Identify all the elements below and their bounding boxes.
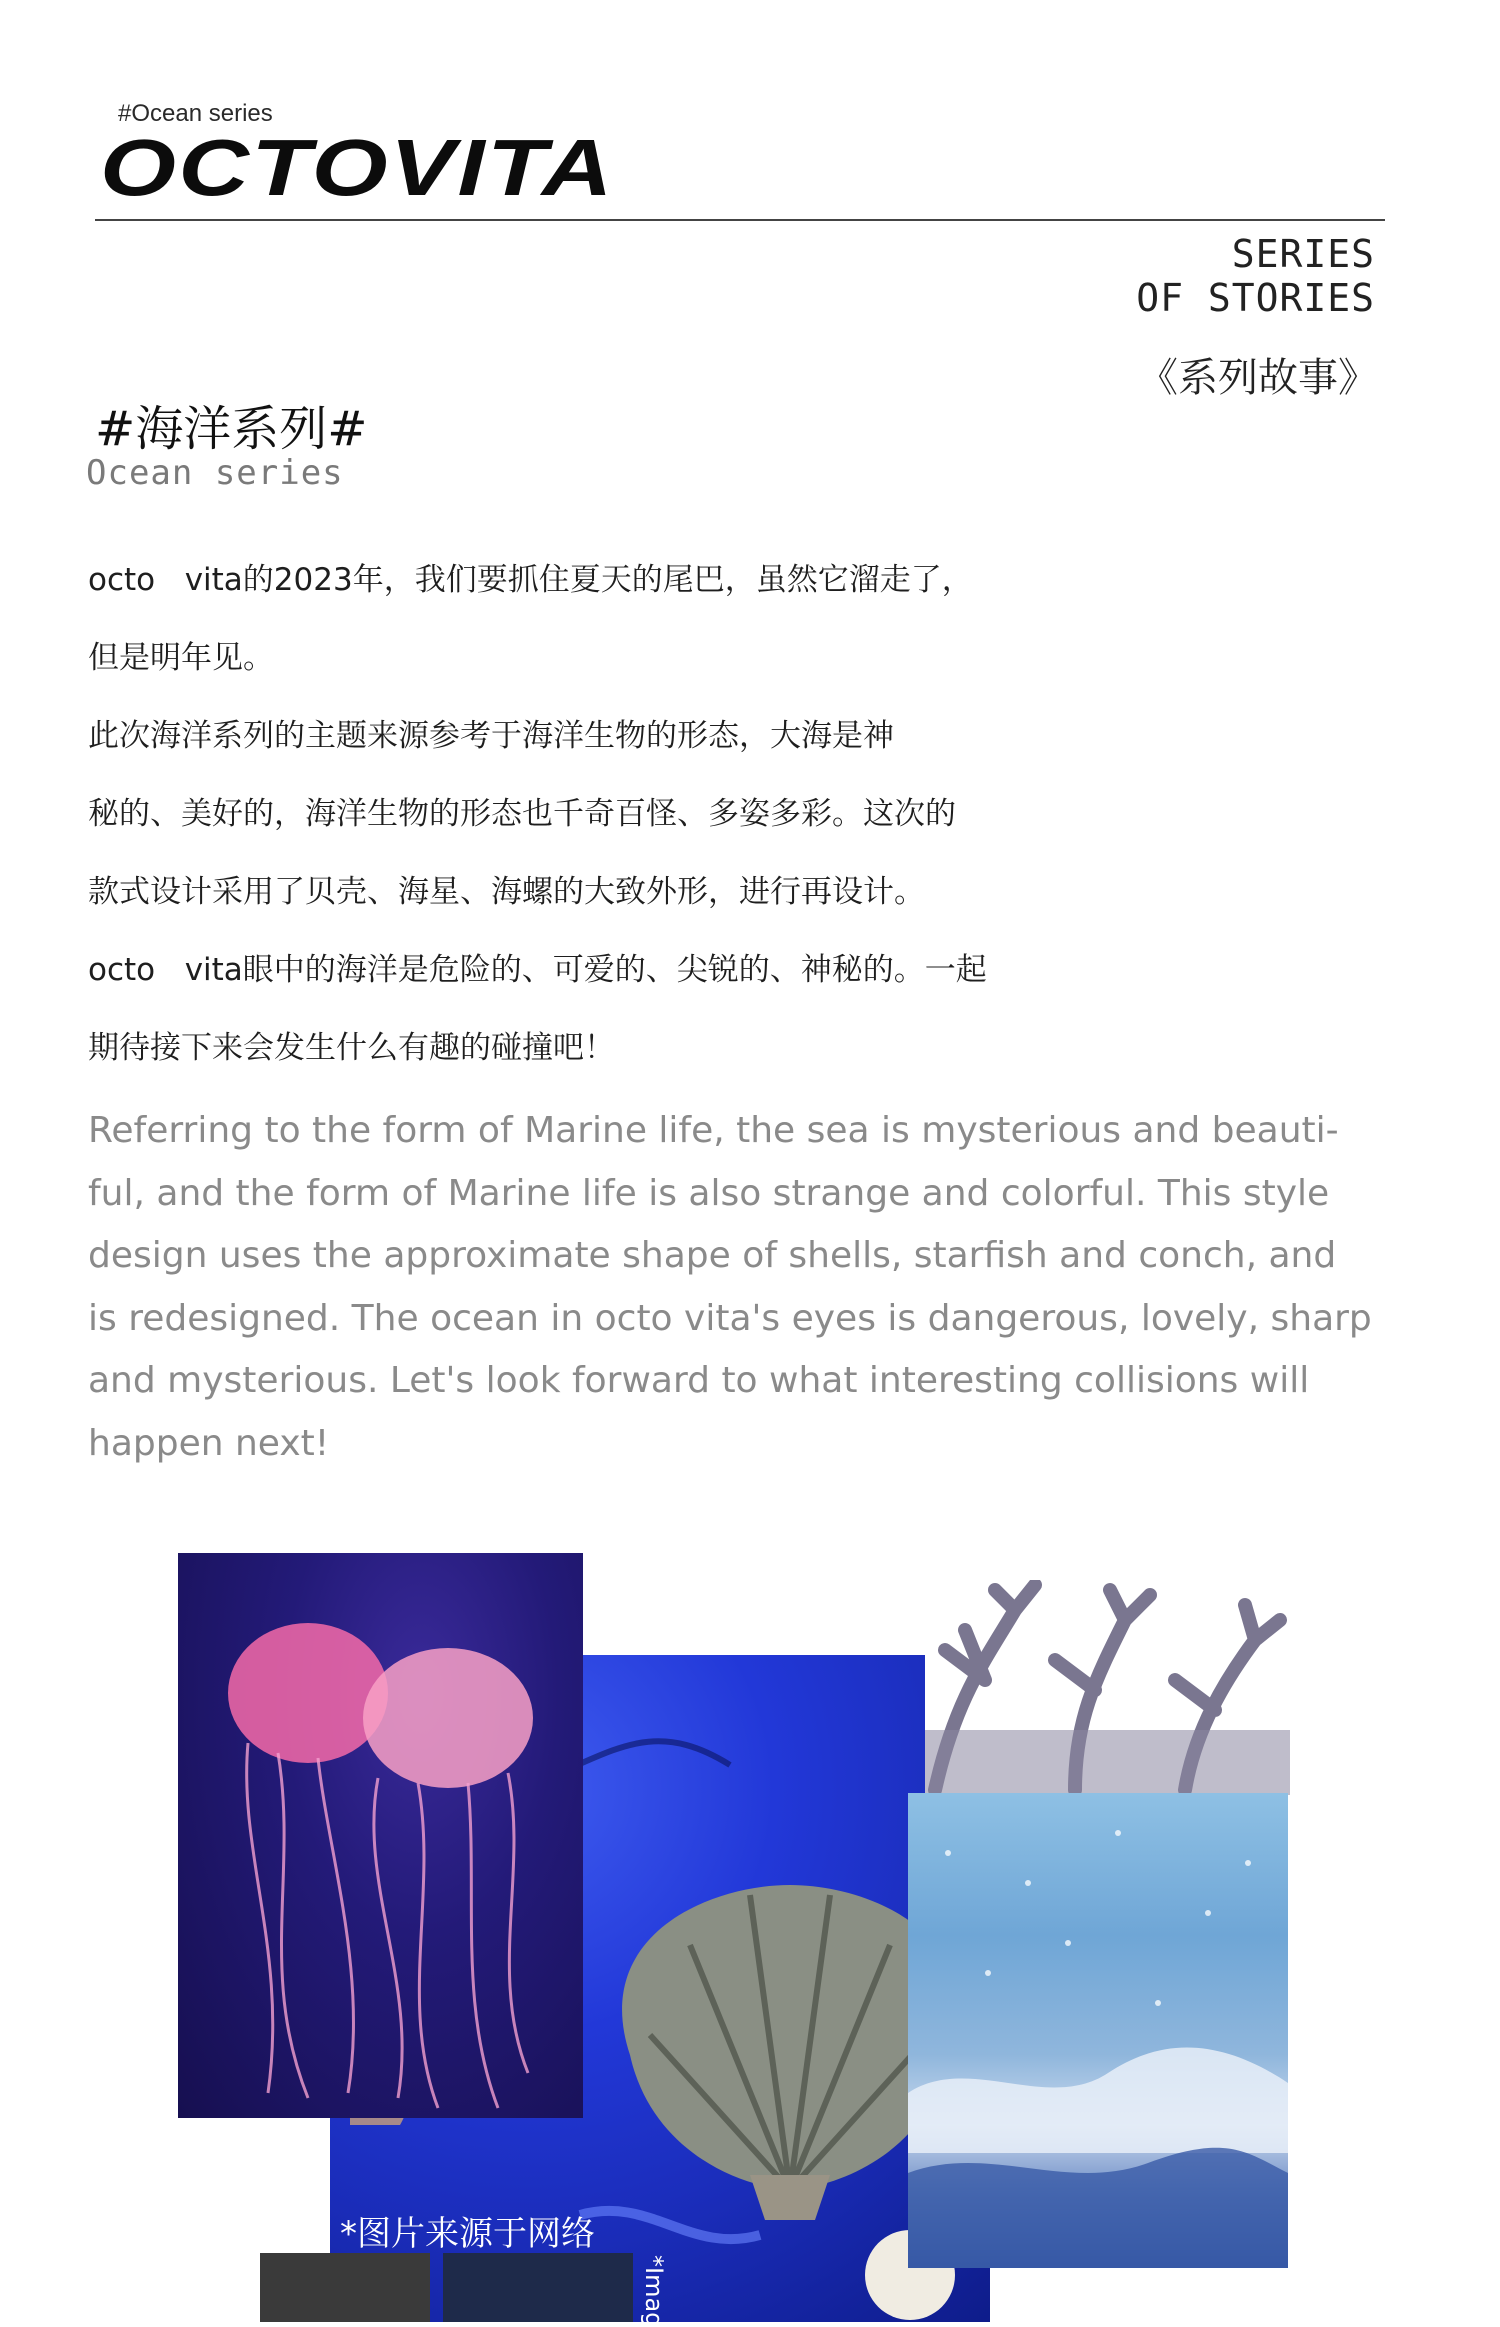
collage-thumb-left: [260, 2253, 430, 2322]
header-divider: [95, 219, 1385, 221]
en-line: happen next!: [88, 1422, 330, 1464]
en-line: and mysterious. Let's look forward to what interesting collisions will: [88, 1360, 1310, 1401]
jellyfish-image: [178, 1553, 583, 2118]
series-tagline: #Ocean series: [118, 100, 273, 127]
english-paragraph: [88, 1100, 1372, 1475]
stories-heading-en: [1136, 232, 1375, 320]
stories-heading-line1: SERIES: [1231, 232, 1375, 276]
cn-line: 此次海洋系列的主题来源参考于海洋生物的形态，大海是神: [88, 718, 894, 754]
cn-line: 但是明年见。: [88, 640, 274, 676]
en-line: ful, and the form of Marine life is also strange and colorful. This style: [88, 1172, 1330, 1214]
cn-line: 秘的、美好的，海洋生物的形态也千奇百怪、多姿多彩。这次的: [88, 796, 956, 832]
stories-heading-line2: OF STORIES: [1136, 276, 1375, 320]
en-line: Referring to the form of Marine life, the sea is mysterious and beauti-: [88, 1110, 1339, 1151]
section-subtitle: Ocean series: [86, 453, 344, 493]
cn-line: 款式设计采用了贝壳、海星、海螺的大致外形，进行再设计。: [88, 874, 925, 910]
collage-thumb-right: [443, 2253, 633, 2322]
en-line: design uses the approximate shape of shells, starfish and conch, and: [88, 1235, 1337, 1276]
image-source-caption: *图片来源于网络: [340, 2214, 595, 2254]
cn-line: octo vita的2023年，我们要抓住夏天的尾巴，虽然它溜走了，: [88, 562, 973, 598]
chinese-paragraph: [88, 550, 1008, 1096]
section-title: #海洋系列#: [95, 401, 368, 457]
en-line: is redesigned. The ocean in octo vita's eyes is dangerous, lovely, sharp: [88, 1297, 1372, 1339]
cn-line: octo vita眼中的海洋是危险的、可爱的、尖锐的、神秘的。一起: [88, 952, 987, 988]
coral-image: [925, 1580, 1290, 1795]
ocean-waves-image: [908, 1793, 1288, 2268]
cn-line: 期待接下来会发生什么有趣的碰撞吧！: [88, 1030, 615, 1066]
image-vertical-caption: *Imag: [640, 2255, 668, 2327]
stories-heading-cn: 《系列故事》: [1138, 355, 1378, 401]
brand-logo: OCTOVITA: [100, 123, 615, 212]
